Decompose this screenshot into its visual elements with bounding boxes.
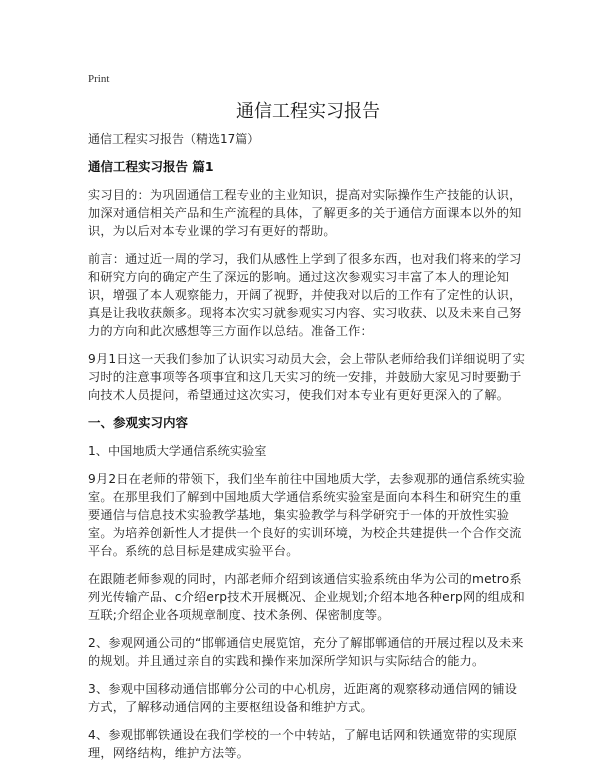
paragraph-sept1: 9月1日这一天我们参加了认识实习动员大会，会上带队老师给我们详细说明了实习时的注意事项等各项事宜和这几天实习的统一安排，并鼓励大家见习时要勤于向技术人员提问，希望通过这次实习，使我们对本专业有更好更深入的了解。 bbox=[88, 352, 526, 402]
print-link[interactable]: Print bbox=[88, 73, 110, 85]
paragraph-huawei: 在跟随老师参观的同时，内部老师介绍到该通信实验系统由华为公司的metro系列光传输产品、c介绍erp技术开展概况、企业规划;介绍本地各种erp网的组成和互联;介绍企业各项规章制度、技术条例、保密制度等。 bbox=[88, 572, 525, 622]
paragraph-item-3: 3、参观中国移动通信邯郸分公司的中心机房，近距离的观察移动通信网的铺设方式，了解移动通信网的主要枢纽设备和维护方式。 bbox=[88, 682, 518, 714]
paragraph-purpose: 实习目的：为巩固通信工程专业的主业知识，提高对实际操作生产技能的认识，加深对通信相关产品和生产流程的具体，了解更多的关于通信方面课本以外的知识，为以后对本专业课的学习有更好的帮助。 bbox=[88, 188, 522, 238]
piece-heading: 通信工程实习报告 篇1 bbox=[88, 159, 214, 174]
paragraph-item-2: 2、参观网通公司的“邯郸通信史展览馆，充分了解邯郸通信的开展过程以及未来的规划。并且通过亲自的实践和操作来加深所学知识与实际结合的能力。 bbox=[88, 636, 524, 668]
section-heading: 一、参观实习内容 bbox=[88, 415, 189, 430]
paragraph-preface: 前言：通过近一周的学习，我们从感性上学到了很多东西，也对我们将来的学习和研究方向的确定产生了深远的影响。通过这次参观实习丰富了本人的理论知识，增强了本人观察能力，开阔了视野，并使我对以后的工作有了定性的认识，真是让我收获颇多。现将本次实习就参观实习内容、实习收获、以及未来自己努力的方向和此次感想等三方面作以总结。准备工作： bbox=[88, 252, 522, 338]
document-page bbox=[88, 70, 528, 772]
item-1-title: 1、中国地质大学通信系统实验室 bbox=[88, 444, 267, 458]
document-title: 通信工程实习报告 bbox=[236, 101, 380, 122]
document-subtitle: 通信工程实习报告（精选17篇） bbox=[88, 132, 260, 146]
paragraph-item-4: 4、参观邯郸铁通设在我们学校的一个中转站，了解电话网和铁通宽带的实现原理，网络结构，维护方法等。 bbox=[88, 728, 518, 760]
paragraph-sept2: 9月2日在老师的带领下，我们坐车前往中国地质大学，去参观那的通信系统实验室。在那里我们了解到中国地质大学通信系统实验室是面向本科生和研究生的重要通信与信息技术实验教学基地，集实验教学与科学研究于一体的开放性实验室。为培养创新性人才提供一个良好的实训环境，为校企共建提供一个合作交流平台。系统的总目标是建成实验平台。 bbox=[88, 472, 526, 558]
